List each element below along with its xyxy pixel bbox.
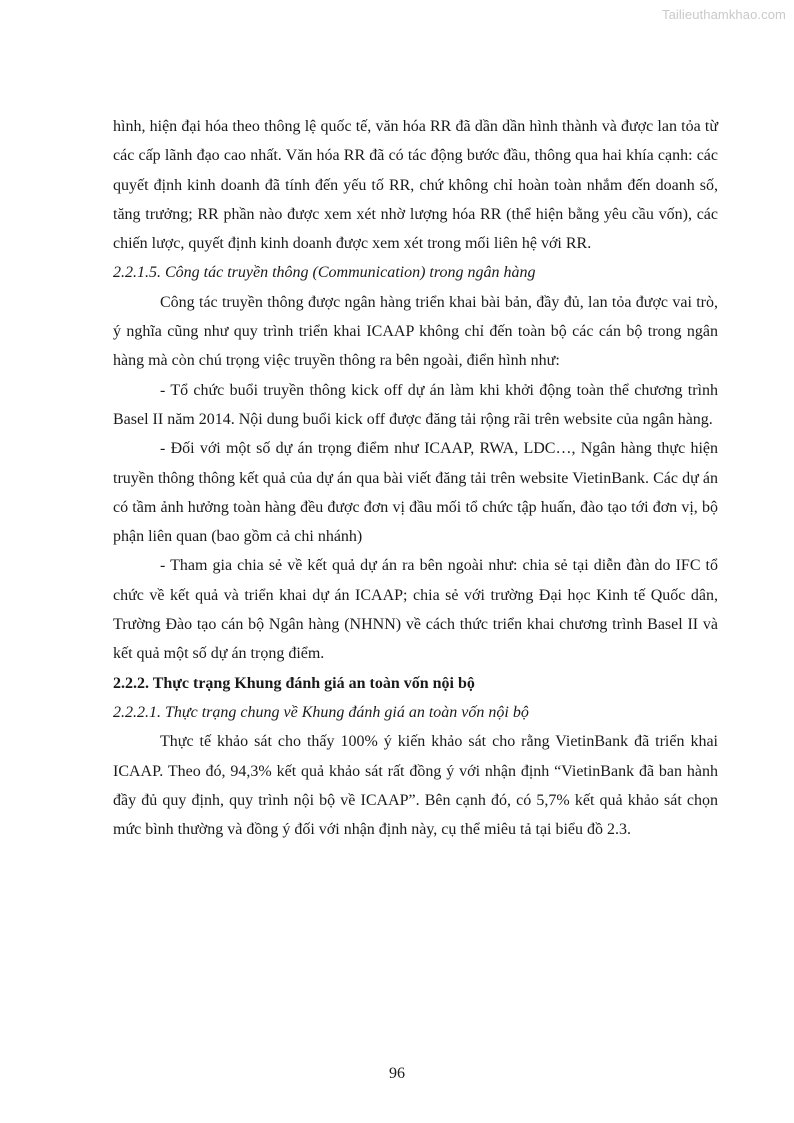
paragraph-risk-culture: hình, hiện đại hóa theo thông lệ quốc tế, văn hóa RR đã dần dần hình thành và được lan tỏa từ các cấp lãnh đạo cao nhất. Văn hóa RR đã có tác động bước đầu, thông qua hai khía cạnh: các quyết định kinh doanh đã tính đến yếu tố RR, chứ không chỉ hoàn toàn nhắm đến doanh số, tăng trưởng; RR phần nào được xem xét nhờ lượng hóa RR (thể hiện bằng yêu cầu vốn), các chiến lược, quyết định kinh doanh được xem xét trong mối liên hệ với RR. xyxy=(113,118,718,253)
paragraph-communication-intro: Công tác truyền thông được ngân hàng triển khai bài bản, đầy đủ, lan tỏa được vai trò, ý nghĩa cũng như quy trình triển khai ICAAP không chỉ đến toàn bộ các cán bộ trong ngân hàng mà còn chú trọng việc truyền thông ra bên ngoài, điển hình như: xyxy=(113,293,718,370)
paragraph-external-sharing: - Tham gia chia sẻ về kết quả dự án ra bên ngoài như: chia sẻ tại diễn đàn do IFC tổ chức về kết quả và triển khai dự án ICAAP; chia sẻ với trường Đại học Kinh tế Quốc dân, Trường Đào tạo cán bộ Ngân hàng (NHNN) về cách thức triển khai chương trình Basel II và kết quả một số dự án trọng điểm. xyxy=(113,557,718,663)
paragraph-kickoff: - Tổ chức buổi truyền thông kick off dự án làm khi khởi động toàn thể chương trình Basel II năm 2014. Nội dung buổi kick off được đăng tải rộng rãi trên website của ngân hàng. xyxy=(113,381,718,428)
paragraph-survey-results: Thực tế khảo sát cho thấy 100% ý kiến khảo sát cho rằng VietinBank đã triển khai ICAAP. Theo đó, 94,3% kết quả khảo sát rất đồng ý với nhận định “VietinBank đã ban hành đầy đủ quy định, quy trình nội bộ về ICAAP”. Bên cạnh đó, có 5,7% kết quả khảo sát chọn mức bình thường và đồng ý đối với nhận định này, cụ thể miêu tả tại biểu đồ 2.3. xyxy=(113,733,718,839)
page-number: 96 xyxy=(389,1065,405,1082)
paragraph-key-projects: - Đối với một số dự án trọng điểm như ICAAP, RWA, LDC…, Ngân hàng thực hiện truyền thông thông kết quả của dự án qua bài viết đăng tải trên website VietinBank. Các dự án có tầm ảnh hưởng toàn hàng đều được đơn vị đầu mối tổ chức tập huấn, đào tạo tới đơn vị, bộ phận liên quan (bao gồm cả chi nhánh) xyxy=(113,440,718,546)
section-heading-2-2-2-1: 2.2.2.1. Thực trạng chung về Khung đánh giá an toàn vốn nội bộ xyxy=(113,703,529,721)
watermark: Tailieuthamkhao.com xyxy=(661,7,786,22)
section-heading-2-2-2: 2.2.2. Thực trạng Khung đánh giá an toàn vốn nội bộ xyxy=(113,674,475,692)
section-heading-2-2-1-5: 2.2.1.5. Công tác truyền thông (Communication) trong ngân hàng xyxy=(113,264,536,282)
document-body xyxy=(113,112,718,844)
